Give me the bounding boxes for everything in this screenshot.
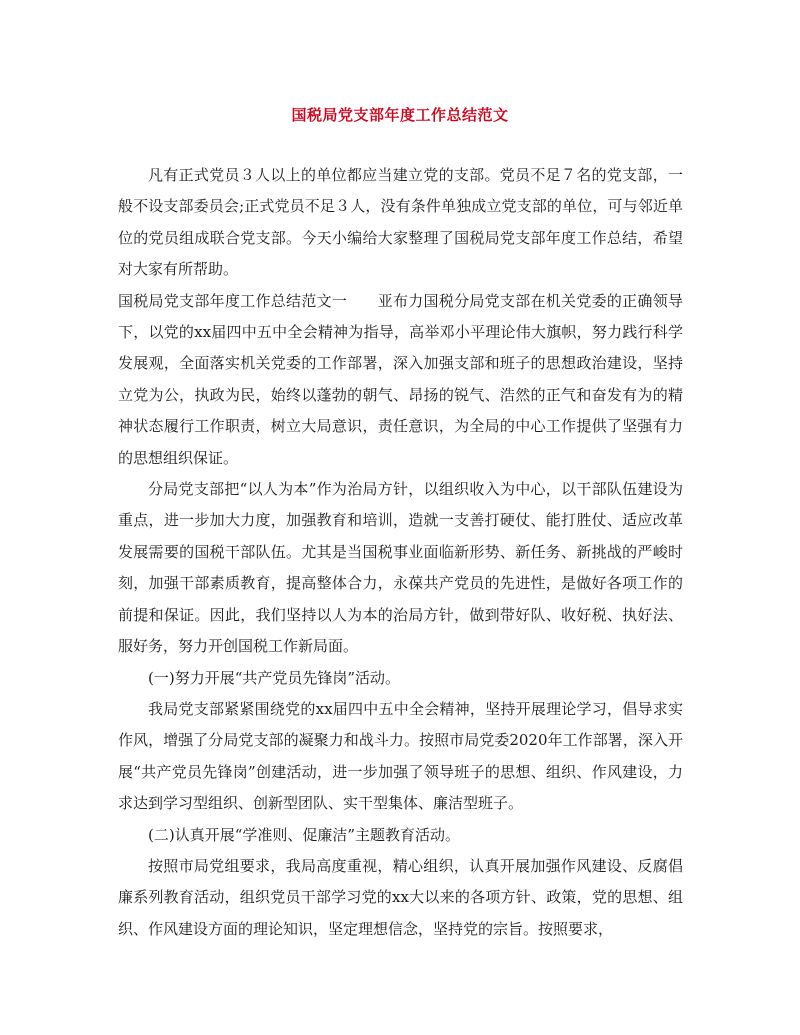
paragraph: 按照市局党组要求，我局高度重视，精心组织，认真开展加强作风建设、反腐倡廉系列教育活动，组织党员干部学习党的xx大以来的各项方针、政策，党的思想、组织、作风建设方面的理论知识，坚定理想信念，坚持党的宗旨。按照要求，	[118, 856, 683, 938]
document-title: 国税局党支部年度工作总结范文	[291, 106, 509, 124]
document-body	[118, 160, 683, 945]
paragraph: 分局党支部把“以人为本”作为治局方针，以组织收入为中心，以干部队伍建设为重点，进一步加大力度，加强教育和培训，造就一支善打硬仗、能打胜仗、适应改革发展需要的国税干部队伍。尤其是当国税事业面临新形势、新任务、新挑战的严峻时刻，加强干部素质教育，提高整体合力，永葆共产党员的先进性，是做好各项工作的前提和保证。因此，我们坚持以人为本的治局方针，做到带好队、收好税、执好法、服好务，努力开创国税工作新局面。	[118, 480, 683, 656]
paragraph: 国税局党支部年度工作总结范文一 亚布力国税分局党支部在机关党委的正确领导下，以党的xx届四中五中全会精神为指导，高举邓小平理论伟大旗帜，努力践行科学发展观，全面落实机关党委的工作部署，深入加强支部和班子的思想政治建设，坚持立党为公，执政为民，始终以蓬勃的朝气、昂扬的锐气、浩然的正气和奋发有为的精神状态履行工作职责，树立大局意识，责任意识，为全局的中心工作提供了坚强有力的思想组织保证。	[118, 291, 683, 467]
paragraph: 我局党支部紧紧围绕党的xx届四中五中全会精神，坚持开展理论学习，倡导求实作风，增强了分局党支部的凝聚力和战斗力。按照市局党委2020年工作部署，深入开展“共产党员先锋岗”创建活动，进一步加强了领导班子的思想、组织、作风建设，力求达到学习型组织、创新型团队、实干型集体、廉洁型班子。	[118, 699, 683, 813]
section-heading: (一)努力开展“共产党员先锋岗”活动。	[148, 668, 401, 687]
section-heading: (二)认真开展“学准则、促廉洁”主题教育活动。	[148, 825, 461, 844]
paragraph: 凡有正式党员３人以上的单位都应当建立党的支部。党员不足７名的党支部，一般不设支部委员会;正式党员不足３人，没有条件单独成立党支部的单位，可与邻近单位的党员组成联合党支部。今天小编给大家整理了国税局党支部年度工作总结，希望对大家有所帮助。	[118, 166, 683, 279]
